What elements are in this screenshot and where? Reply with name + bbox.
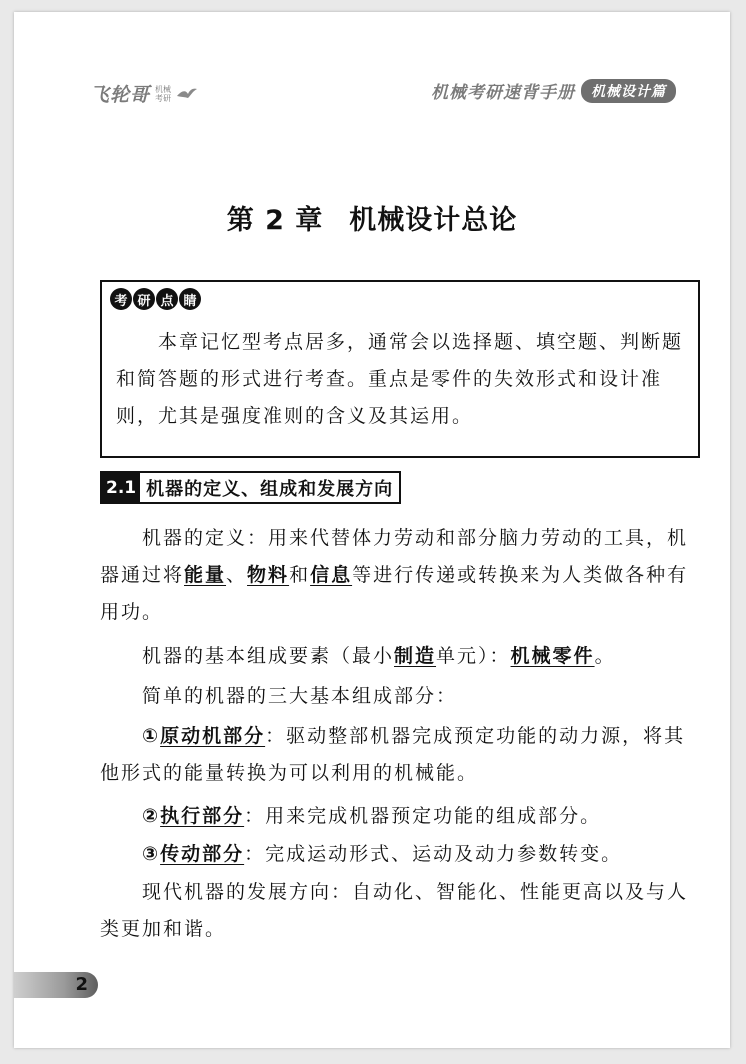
- list-item-execution: [100, 798, 700, 835]
- chapter-title: [14, 198, 730, 237]
- keyword: 制造: [394, 645, 437, 667]
- list-item-transmission: [100, 836, 700, 873]
- chapter-name: 机械设计总论: [349, 205, 518, 236]
- paragraph-components: [100, 638, 700, 675]
- keyword: 执行部分: [160, 805, 245, 827]
- section-number: 2.1: [102, 473, 140, 502]
- text: 机器的定义：用来代替体力劳动和部分脑力劳动的工具，机器通过将: [100, 527, 689, 586]
- keyword: 物料: [247, 564, 290, 586]
- book-volume-badge: 机械设计篇: [581, 79, 676, 103]
- list-number: ①: [142, 725, 161, 747]
- page-number-tab: [14, 972, 98, 998]
- text: 机器的基本组成要素（最小: [142, 645, 395, 667]
- section-heading: [100, 471, 401, 504]
- text: ：完成运动形式、运动及动力参数转变。: [244, 843, 623, 865]
- keyword: 机械零件: [510, 645, 595, 667]
- brand-subtitle: 机械考研: [155, 84, 172, 103]
- keyword: 能量: [184, 564, 227, 586]
- badge-char: 考: [110, 288, 132, 310]
- book-page: [14, 12, 730, 1048]
- key-points-text: 本章记忆型考点居多，通常会以选择题、填空题、判断题和简答题的形式进行考查。重点是零件的失效形式和设计准则，尤其是强度准则的含义及其运用。: [116, 331, 684, 427]
- paragraph-definition: [100, 520, 700, 631]
- badge-char: 睛: [179, 288, 201, 310]
- key-points-box: [100, 280, 700, 458]
- header-book-title: [431, 78, 676, 103]
- bird-icon: [176, 86, 198, 102]
- list-item-prime-mover: [100, 718, 700, 792]
- book-title: 机械考研速背手册: [431, 83, 575, 103]
- chapter-number: 第 2 章: [226, 205, 324, 236]
- keyword: 原动机部分: [160, 725, 266, 747]
- text: ：用来完成机器预定功能的组成部分。: [244, 805, 602, 827]
- text: 和: [289, 564, 311, 586]
- list-number: ②: [142, 805, 161, 827]
- brand-logo-text: 飞轮哥: [90, 84, 151, 106]
- page-number: 2: [75, 974, 88, 995]
- key-points-badge: [110, 288, 201, 310]
- keyword: 信息: [310, 564, 353, 586]
- list-number: ③: [142, 843, 161, 865]
- keyword: 传动部分: [160, 843, 245, 865]
- text: ：驱动整部机器完成预定功能的动力源，将其他形式的能量转换为可以利用的机械能。: [100, 725, 686, 784]
- paragraph-three-parts: 简单的机器的三大基本组成部分：: [142, 685, 458, 707]
- text: 。: [594, 645, 616, 667]
- text: 单元）：: [436, 645, 511, 667]
- section-title: 机器的定义、组成和发展方向: [146, 478, 394, 500]
- header-brand: [90, 80, 198, 107]
- badge-char: 点: [156, 288, 178, 310]
- badge-char: 研: [133, 288, 155, 310]
- paragraph-development: 现代机器的发展方向：自动化、智能化、性能更高以及与人类更加和谐。: [100, 881, 689, 940]
- text: 等进行传递或转换来为人类做各种有用功。: [100, 564, 689, 623]
- text: 、: [226, 564, 248, 586]
